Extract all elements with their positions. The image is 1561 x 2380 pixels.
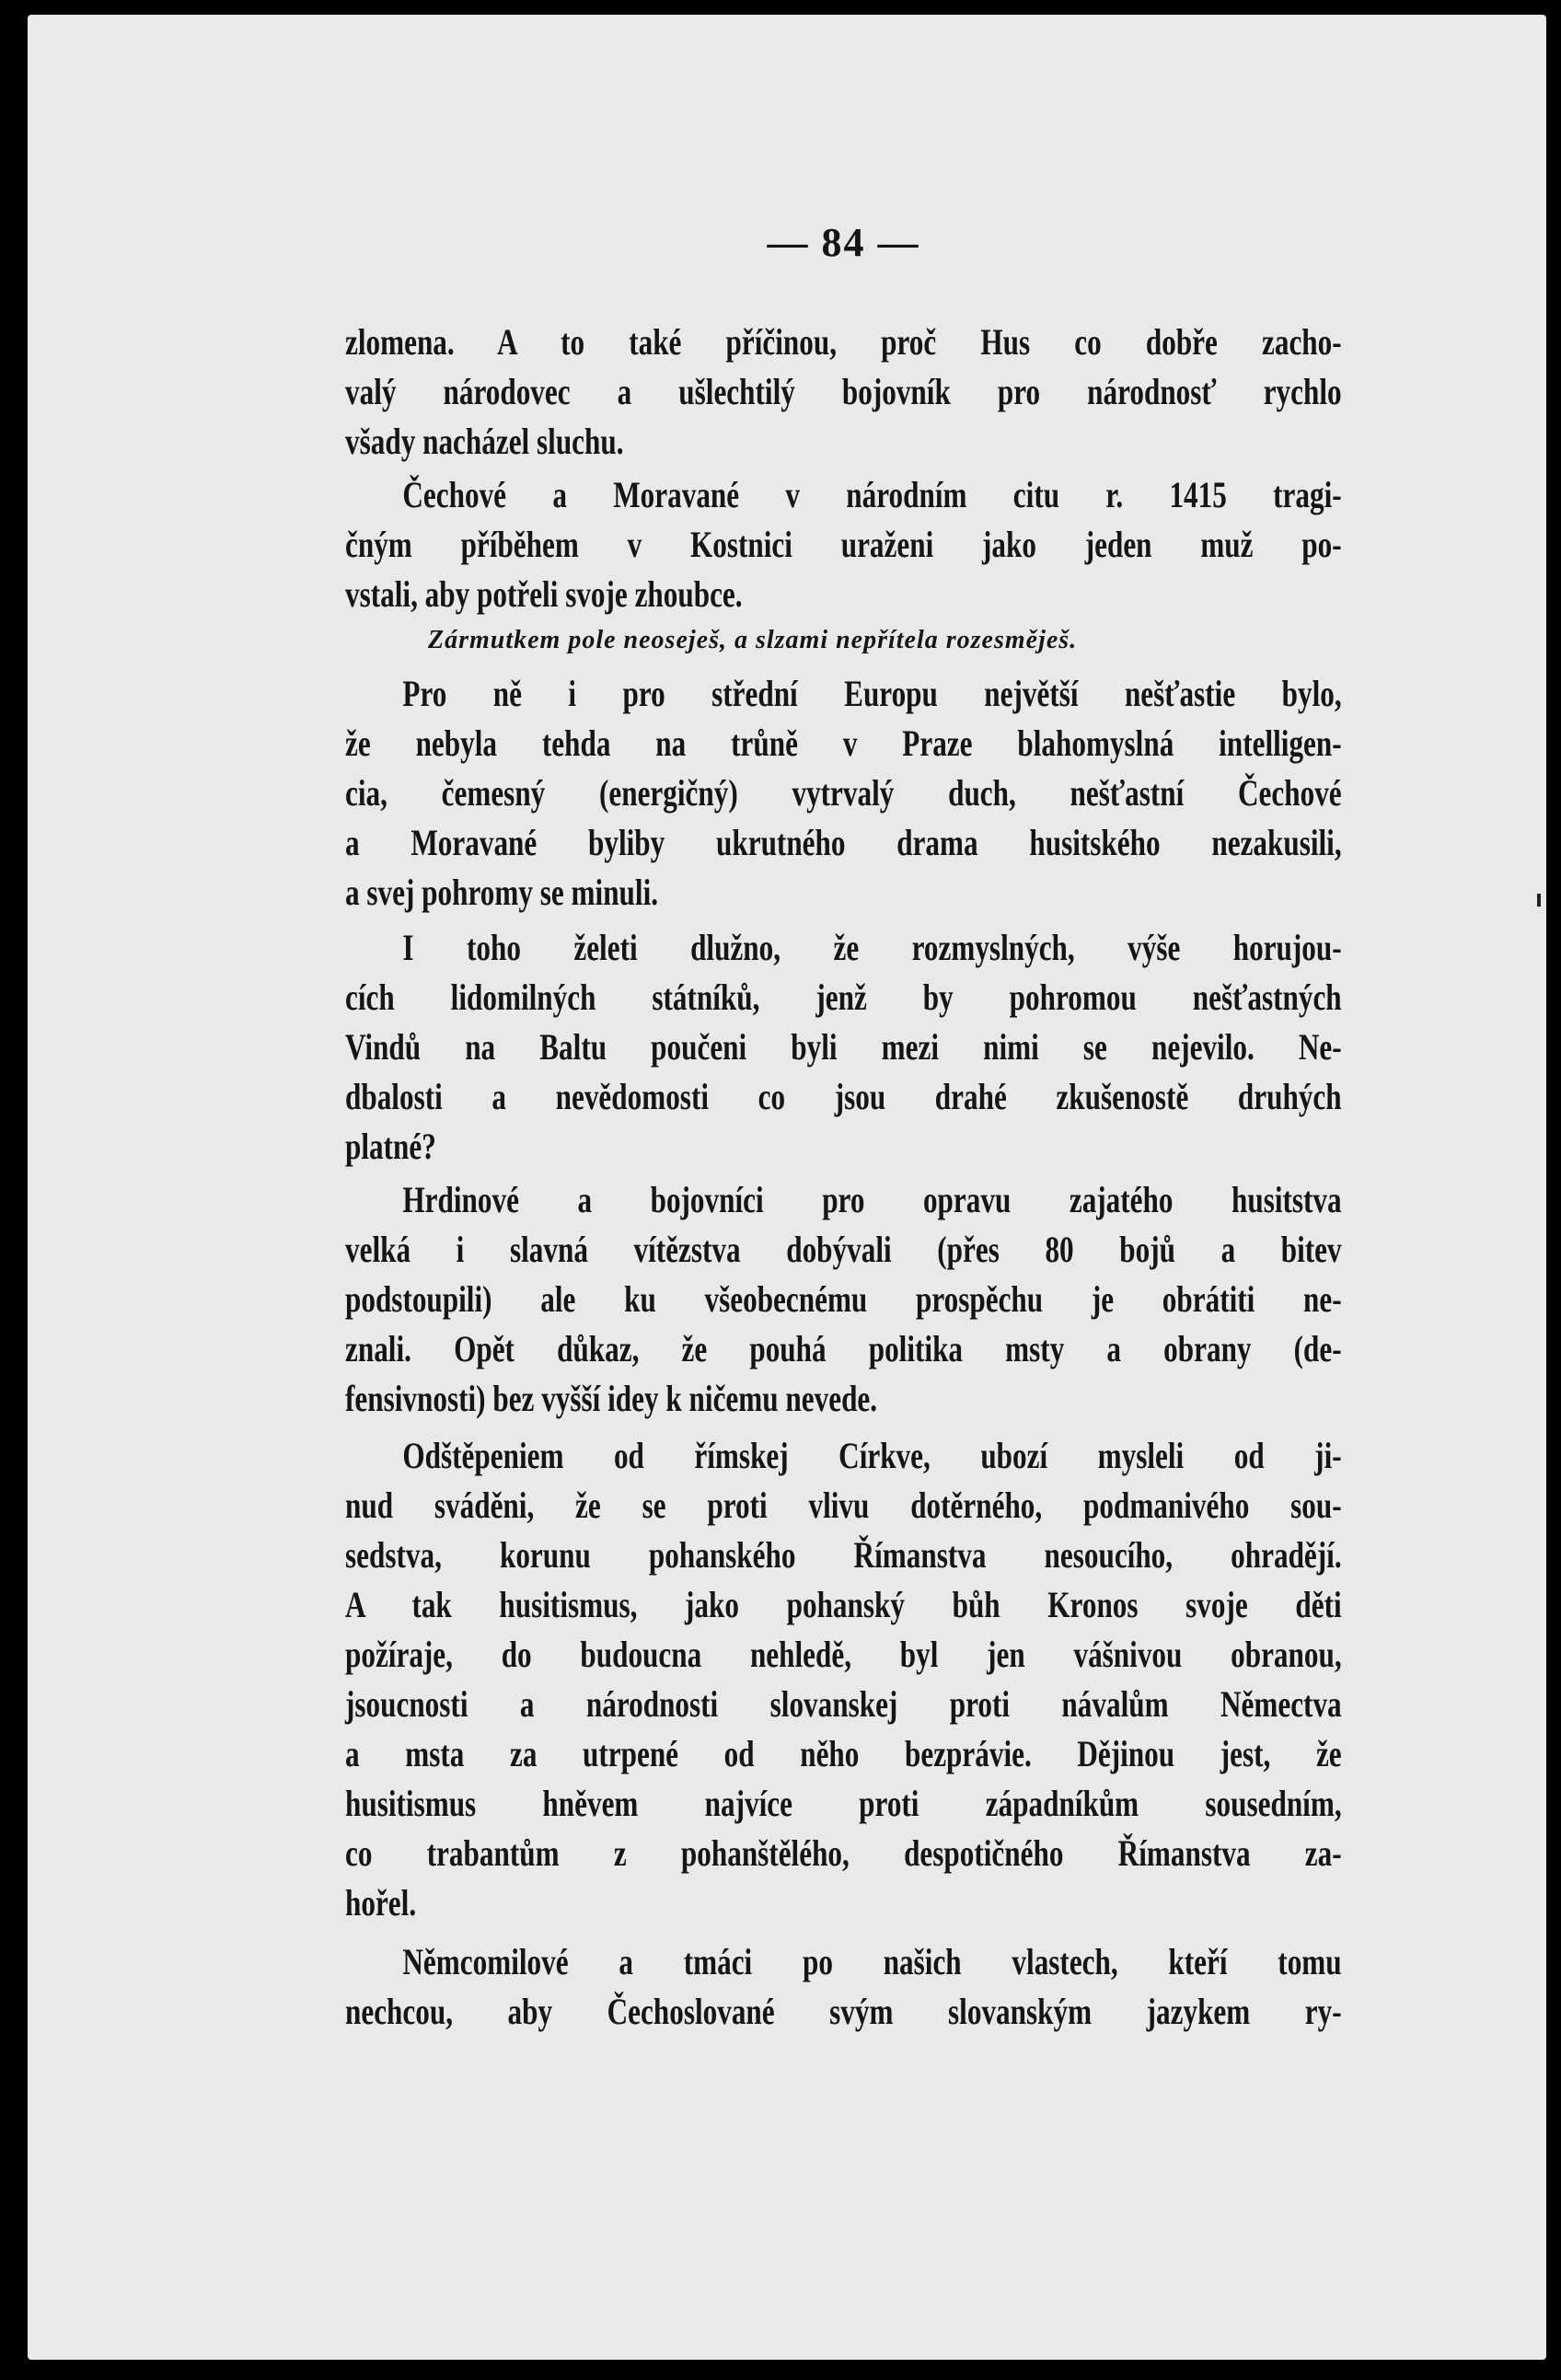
text-line: cia, čemesný (energičný) vytrvalý duch, nešťastní Čechové	[345, 772, 1342, 814]
text-line: A tak husitismus, jako pohanský bůh Kronos svoje děti	[345, 1584, 1342, 1625]
text-line: I toho želeti dlužno, že rozmyslných, výše horujou-	[402, 927, 1342, 968]
text-line: a Moravané byliby ukrutného drama husitského nezakusili,	[345, 822, 1342, 863]
text-line: fensivnosti) bez vyšší idey k ničemu nevede.	[345, 1378, 878, 1419]
text-line: dbalosti a nevědomosti co jsou drahé zkušenostě druhých	[345, 1076, 1342, 1117]
text-line: nechcou, aby Čechoslované svým slovanským jazykem ry-	[345, 1991, 1342, 2032]
text-line: čným příběhem v Kostnici uraženi jako jeden muž po-	[345, 524, 1342, 565]
text-line: platné?	[345, 1126, 436, 1167]
text-line: co trabantům z pohanštělého, despotičného Římanstva za-	[345, 1832, 1342, 1874]
page-number: — 84 —	[767, 220, 920, 265]
text-line: jsoucnosti a národnosti slovanskej proti návalům Němectva	[345, 1683, 1342, 1725]
text-line: Němcomilové a tmáci po našich vlastech, kteří tomu	[402, 1941, 1342, 1982]
text-line: Pro ně i pro střední Europu největší nešťastie bylo,	[402, 673, 1342, 714]
text-line: velká i slavná vítězstva dobývali (přes 80 bojů a bitev	[345, 1229, 1342, 1270]
text-line: všady nacházel sluchu.	[345, 421, 624, 462]
text-line: znali. Opět důkaz, že pouhá politika msty a obrany (de-	[345, 1328, 1342, 1369]
text-line: Hrdinové a bojovníci pro opravu zajatého husitstva	[402, 1179, 1342, 1220]
text-line: že nebyla tehda na trůně v Praze blahomyslná intelligen-	[345, 722, 1342, 764]
text-line: cích lidomilných státníků, jenž by pohromou nešťastných	[345, 976, 1342, 1018]
text-line: sedstva, korunu pohanského Římanstva nesoucího, ohradějí.	[345, 1534, 1342, 1576]
book-page	[28, 15, 1546, 2360]
text-line: Čechové a Moravané v národním citu r. 1415 tragi-	[402, 474, 1342, 515]
edge-mark	[1537, 894, 1541, 907]
text-line: požíraje, do budoucna nehledě, byl jen vášnivou obranou,	[345, 1634, 1342, 1675]
text-line: podstoupili) ale ku všeobecnému prospěchu je obrátiti ne-	[345, 1278, 1342, 1320]
text-line: husitismus hněvem najvíce proti západníkům sousedním,	[345, 1783, 1342, 1824]
motto-proverb: Zármutkem pole neoseješ, a slzami nepřítela rozesměješ.	[428, 626, 1078, 654]
text-line: valý národovec a ušlechtilý bojovník pro národnosť rychlo	[345, 371, 1342, 412]
text-line: a msta za utrpené od něho bezprávie. Dějinou jest, že	[345, 1733, 1342, 1774]
text-line: zlomena. A to také příčinou, proč Hus co dobře zacho-	[345, 321, 1342, 363]
text-line: vstali, aby potřeli svoje zhoubce.	[345, 573, 743, 615]
text-line: hořel.	[345, 1882, 417, 1924]
text-line: a svej pohromy se minuli.	[345, 872, 659, 913]
text-line: nud sváděni, že se proti vlivu dotěrného, podmanivého sou-	[345, 1485, 1342, 1526]
text-line: Odštěpeniem od římskej Církve, ubozí mysleli od ji-	[402, 1435, 1342, 1476]
text-line: Vindů na Baltu poučeni byli mezi nimi se nejevilo. Ne-	[345, 1026, 1342, 1068]
